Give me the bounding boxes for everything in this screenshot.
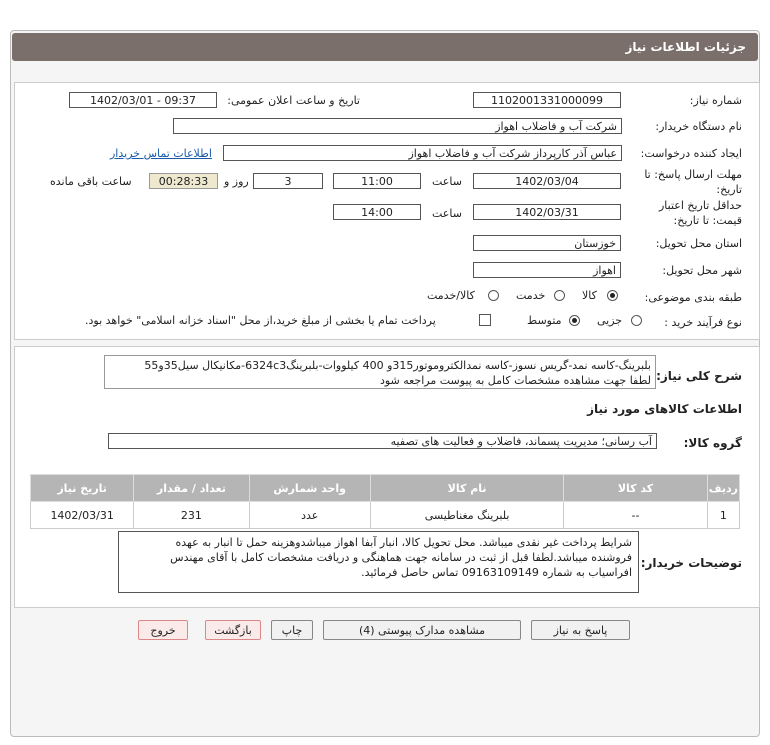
back-button[interactable]: بازگشت: [205, 620, 261, 640]
days-label: روز و: [224, 175, 249, 188]
remaining-label: ساعت باقی مانده: [50, 175, 132, 188]
summary-line-1: بلبرینگ-کاسه نمد-گریس نسوز-کاسه نمدالکتروموتور315و 400 کیلووات-بلبرینگ6324c3-مکانیکال سیل35و55: [144, 359, 651, 372]
city-label: شهر محل تحویل:: [662, 264, 742, 277]
col-date: تاریخ نیاز: [31, 475, 134, 502]
category-radio-goods[interactable]: [607, 290, 618, 301]
process-radio-medium[interactable]: [569, 315, 580, 326]
validity-time-field: 14:00: [333, 204, 421, 220]
buyer-notes-line-1: شرایط پرداخت غیر نقدی میباشد. محل تحویل کالا، انبار آبفا اهواز میباشدوهزینه حمل تا انبار به عهده: [175, 536, 632, 549]
need-number-field: 1102001331000099: [473, 92, 621, 108]
buyer-org-label: نام دستگاه خریدار:: [655, 120, 742, 133]
cell-name: بلبرینگ مغناطیسی: [370, 502, 563, 529]
buyer-contact-link[interactable]: اطلاعات تماس خریدار: [110, 147, 212, 160]
province-field: خوزستان: [473, 235, 621, 251]
cell-unit: عدد: [249, 502, 370, 529]
announce-label: تاریخ و ساعت اعلان عمومی:: [227, 94, 360, 107]
process-option-medium: متوسط: [527, 314, 562, 327]
process-option-minor: جزیی: [597, 314, 623, 327]
city-field: اهواز: [473, 262, 621, 278]
col-unit: واحد شمارش: [249, 475, 370, 502]
announce-field: 1402/03/01 - 09:37: [69, 92, 217, 108]
reply-button[interactable]: پاسخ به نیاز: [531, 620, 630, 640]
buyer-notes-line-3: افراسیاب به شماره 09163109149 تماس حاصل فرمائید.: [361, 566, 632, 579]
page-header: [12, 33, 758, 61]
need-number-label: شماره نیاز:: [689, 94, 742, 107]
validity-date-field: 1402/03/31: [473, 204, 621, 220]
days-field: 3: [253, 173, 323, 189]
buyer-notes-field: [118, 531, 639, 593]
category-option-goods: کالا: [582, 289, 597, 302]
summary-label: شرح کلی نیاز:: [656, 369, 742, 383]
col-quantity: تعداد / مقدار: [134, 475, 249, 502]
deadline-label-2: تاریخ:: [716, 183, 742, 196]
validity-label-1: حداقل تاریخ اعتبار: [658, 199, 742, 212]
col-row: ردیف: [707, 475, 739, 502]
deadline-label-1: مهلت ارسال پاسخ: تا: [644, 168, 742, 181]
process-label: نوع فرآیند خرید :: [664, 316, 742, 329]
col-code: کد کالا: [564, 475, 707, 502]
goods-table: [30, 474, 740, 529]
page-title: جزئیات اطلاعات نیاز: [625, 40, 746, 54]
summary-line-2: لطفا جهت مشاهده مشخصات کامل به پیوست مراجعه شود: [379, 374, 651, 387]
requester-label: ایجاد کننده درخواست:: [640, 147, 742, 160]
buyer-org-field: شرکت آب و فاضلاب اهواز: [173, 118, 622, 134]
print-button[interactable]: چاپ: [271, 620, 313, 640]
exit-button[interactable]: خروج: [138, 620, 188, 640]
buyer-notes-label: توضیحات خریدار:: [640, 556, 742, 570]
cell-date: 1402/03/31: [31, 502, 134, 529]
goods-group-label: گروه کالا:: [683, 436, 742, 450]
cell-quantity: 231: [134, 502, 249, 529]
goods-section-title: اطلاعات کالاهای مورد نیاز: [587, 402, 742, 416]
province-label: استان محل تحویل:: [655, 237, 742, 250]
category-label: طبقه بندی موضوعی:: [644, 291, 742, 304]
process-radio-minor[interactable]: [631, 315, 642, 326]
cell-code: --: [564, 502, 707, 529]
col-name: نام کالا: [370, 475, 563, 502]
requester-field: عباس آذر کارپرداز شرکت آب و فاضلاب اهواز: [223, 145, 622, 161]
remaining-time-field: 00:28:33: [149, 173, 218, 189]
category-radio-goods-service[interactable]: [488, 290, 499, 301]
summary-field: [104, 355, 656, 389]
category-option-goods-service: کالا/خدمت: [427, 289, 475, 302]
treasury-payment-note: پرداخت تمام یا بخشی از مبلغ خرید،از محل "اسناد خزانه اسلامی" خواهد بود.: [85, 314, 436, 327]
goods-group-field: آب رسانی؛ مدیریت پسماند، فاضلاب و فعالیت های تصفیه: [108, 433, 657, 449]
buyer-notes-line-2: فروشنده میباشد.لطفا قبل از ثبت در سامانه جهت هماهنگی و دریافت مشخصات کامل با آقای مهندس: [170, 551, 632, 564]
deadline-time-label: ساعت: [432, 175, 462, 188]
cell-row: 1: [707, 502, 739, 529]
category-radio-service[interactable]: [554, 290, 565, 301]
category-option-service: خدمت: [516, 289, 546, 302]
attachments-button[interactable]: مشاهده مدارک پیوستی (4): [323, 620, 521, 640]
validity-label-2: قیمت: تا تاریخ:: [673, 214, 742, 227]
validity-time-label: ساعت: [432, 207, 462, 220]
table-row: [31, 502, 740, 529]
deadline-time-field: 11:00: [333, 173, 421, 189]
deadline-date-field: 1402/03/04: [473, 173, 621, 189]
treasury-payment-checkbox[interactable]: [479, 314, 491, 326]
